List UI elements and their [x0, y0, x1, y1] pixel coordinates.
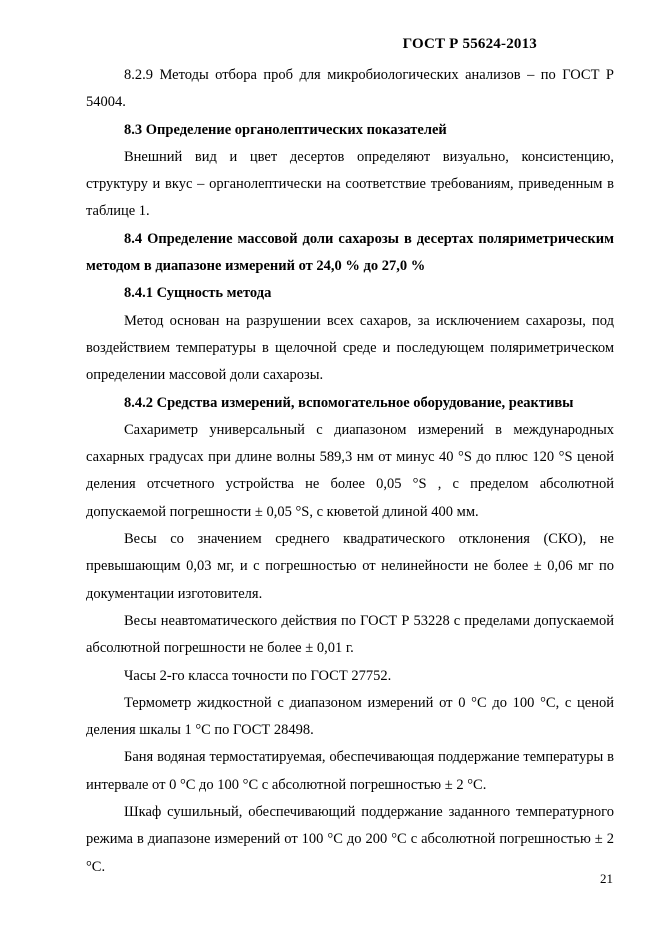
page-number: 21: [600, 871, 613, 886]
heading-8-4-1: 8.4.1 Сущность метода: [124, 285, 272, 302]
paragraph-saccharimeter: Сахариметр универсальный с диапазоном измерений в международных сахарных градусах при длине волны 589,3 нм от минус 40 °S до плюс 120 °S ценой деления отсчетного устройства не более 0,05 °S , с пределом абсолютной допускаемой погрешности ± 0,05 °S, с кюветой длиной 400 мм.: [86, 421, 614, 520]
paragraph-8-2-9: 8.2.9 Методы отбора проб для микробиологических анализов – по ГОСТ Р 54004.: [86, 67, 614, 111]
standard-header: ГОСТ Р 55624-2013: [402, 36, 537, 52]
body-text: [86, 62, 614, 881]
paragraph-water-bath: Баня водяная термостатируемая, обеспечивающая поддержание температуры в интервале от 0 °С до 100 °С с абсолютной погрешностью ± 2 °С.: [86, 749, 614, 793]
paragraph-method-principle: Метод основан на разрушении всех сахаров, за исключением сахарозы, под воздействием температуры в щелочной среде и последующем поляриметрическом определении массовой доли сахарозы.: [86, 312, 614, 384]
heading-8-3: 8.3 Определение органолептических показателей: [124, 121, 447, 138]
paragraph-organoleptic: Внешний вид и цвет десертов определяют визуально, консистенцию, структуру и вкус – органолептически на соответствие требованиям, приведенным в таблице 1.: [86, 148, 614, 220]
paragraph-balance-nonautomatic: Весы неавтоматического действия по ГОСТ Р 53228 с пределами допускаемой абсолютной погрешности не более ± 0,01 г.: [86, 612, 614, 657]
paragraph-balance-sko: Весы со значением среднего квадратического отклонения (СКО), не превышающим 0,03 мг, и с погрешностью от нелинейности не более ± 0,06 мг по документации изготовителя.: [86, 531, 614, 602]
paragraph-drying-oven: Шкаф сушильный, обеспечивающий поддержание заданного температурного режима в диапазоне измерений от 100 °С до 200 °С с абсолютной погрешностью ± 2 °С.: [86, 804, 614, 875]
heading-8-4: 8.4 Определение массовой доли сахарозы в десертах поляриметрическим методом в диапазоне измерений от 24,0 % до 27,0 %: [86, 230, 614, 275]
paragraph-clock: Часы 2-го класса точности по ГОСТ 27752.: [124, 667, 392, 684]
paragraph-thermometer: Термометр жидкостной с диапазоном измерений от 0 °С до 100 °С, с ценой деления шкалы 1 °С по ГОСТ 28498.: [86, 694, 614, 739]
heading-8-4-2: 8.4.2 Средства измерений, вспомогательное оборудование, реактивы: [124, 394, 574, 411]
